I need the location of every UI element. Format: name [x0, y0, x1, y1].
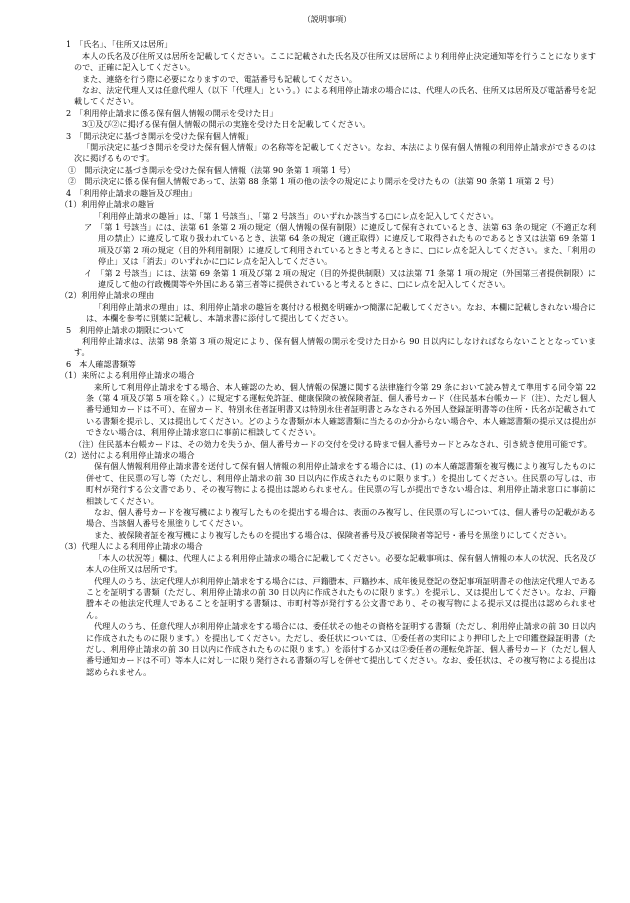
paragraph: 6 本人確認書類等	[66, 358, 136, 369]
paragraph: （注）住民基本台帳カードは、その効力を失うか、個人番号カードの交付を受ける時まで個人番号カードとみなされ、引き続き使用可能です。	[74, 438, 592, 449]
document-body	[58, 39, 596, 678]
paragraph: 5 利用停止請求の期限について	[66, 324, 185, 335]
document-title: （説明事項）	[302, 14, 352, 24]
paragraph: ① 開示決定に基づき開示を受けた保有個人情報（法第 90 条第 1 項第 1 号）	[68, 164, 355, 175]
paragraph: 「開示決定に基づき開示を受けた保有個人情報」の名称等を記載してください。なお、本法により保有個人情報の利用停止請求ができるのは次に掲げるものです。	[74, 142, 596, 164]
paragraph: また、被保険者証を複写機により複写したものを提出する場合は、保険者番号及び被保険者等記号・番号を黒塗りにしてください。	[94, 529, 572, 540]
paragraph: なお、法定代理人又は任意代理人（以下「代理人」という。）による利用停止請求の場合には、代理人の氏名、住所又は居所及び電話番号を記載してください。	[74, 85, 596, 107]
paragraph: 代理人のうち、任意代理人が利用停止請求をする場合には、委任状その他その資格を証明する書類（ただし、利用停止請求の前 30 日以内に作成されたものに限ります。）を提出してください。ただし、委任状については、①委任者の実印により押印した上で印鑑登録証明書（ただし、利用停止請求の前 30 日以内に作成されたものに限ります。）を添付するか又は②委任者の運転免許証、個人番号カード（ただし個人番号通知カードは不可）等本人に対し一に限り発行される書類の写しを併せて提出してください。なお、委任状は、その複写物による提出は認められません。	[86, 621, 596, 677]
paragraph: （3）代理人による利用停止請求の場合	[60, 541, 203, 552]
paragraph: 3 「開示決定に基づき開示を受けた保有個人情報」	[66, 130, 254, 141]
paragraph: 「本人の状況等」欄は、代理人による利用停止請求の場合に記載してください。必要な記載事項は、保有個人情報の本人の状況、氏名及び本人の住所又は居所です。	[86, 552, 596, 575]
paragraph: 4 「利用停止請求の趣旨及び理由」	[66, 187, 197, 198]
paragraph: 来所して利用停止請求をする場合、本人確認のため、個人情報の保護に関する法律施行令第 29 条において読み替えて準用する同令第 22 条（第 4 項及び第 5 項を除く。）に規定する運転免許証、健康保険の被保険者証、個人番号カード（住民基本台帳カード（注）、ただし個人番号通知カードは不可）、在留カード、特別永住者証明書又は特別永住者証明書とみなされる外国人登録証明書等の住所・氏名が記載されている書類を提示し、又は提出してください。どのような書類が本人確認書類に当たるのか分からない場合や、本人確認書類の提示又は提出ができない場合は、利用停止請求窓口に事前に相談してください。	[86, 381, 596, 438]
paragraph: 利用停止請求は、法第 98 条第 3 項の規定により、保有個人情報の開示を受けた日から 90 日以内にしなければならないこととなっています。	[74, 335, 596, 358]
paragraph: 保有個人情報利用停止請求書を送付して保有個人情報の利用停止請求をする場合には、(1) の本人確認書類を複写機により複写したものに併せて、住民票の写し等（ただし、利用停止請求の前 30 日以内に作成されたものに限ります。）を提出してください。住民票の写しは、市町村が発行する公文書であり、その複写物による提出は認められません。住民票の写しが提出できない場合は、利用停止請求窓口に事前に相談してください。	[86, 461, 596, 506]
paragraph: なお、個人番号カードを複写機により複写したものを提出する場合は、表面のみ複写し、住民票の写しについては、個人番号の記載がある場合、当該個人番号を黒塗りしてください。	[86, 507, 596, 529]
paragraph: 2 「利用停止請求に係る保有個人情報の開示を受けた日」	[66, 107, 278, 118]
paragraph: （1）利用停止請求の趣旨	[60, 199, 155, 210]
paragraph: 1 「氏名」、「住所又は居所」	[66, 39, 173, 50]
paragraph: ア 「第 1 号該当」には、法第 61 条第 2 項の規定（個人情報の保有制限）に違反して保有されているとき、法第 63 条の規定（不適正な利用の禁止）に違反して取り扱われているとき、法第 64 条の規定（適正取得）に違反して取得されたものであるとき又は法第 69 条第 1 項及び第 2 項の規定（目的外利用制限）に違反して利用されているときと考えるときに、□にレ点を記入してください。また、「利用の停止」又は「消去」のいずれかに□にレ点を記入してください。	[84, 221, 596, 267]
paragraph: 代理人のうち、法定代理人が利用停止請求をする場合には、戸籍謄本、戸籍抄本、成年後見登記の登記事項証明書その他法定代理人であることを証明する書類（ただし、利用停止請求の前 30 日以内に作成されたものに限ります。）を提示し、又は提出してください。なお、戸籍謄本その他法定代理人であることを証明する書類は、市町村等が発行する公文書であり、その複写物による提示又は提出は認められません。	[86, 575, 596, 620]
paragraph: 「利用停止請求の趣旨」は、「第 1 号該当」、「第 2 号該当」のいずれか該当する□にレ点を記入してください。	[94, 210, 499, 221]
paragraph: 3①及び②に掲げる保有個人情報の開示の実施を受けた日を記載してください。	[82, 119, 371, 130]
paragraph: （2）送付による利用停止請求の場合	[60, 450, 195, 461]
paragraph: （1）来所による利用停止請求の場合	[60, 370, 195, 381]
paragraph: 本人の氏名及び住所又は居所を記載してください。ここに記載された氏名及び住所又は居所により利用停止決定通知等を行うことになりますので、正確に記入してください。	[74, 50, 596, 73]
paragraph: 「利用停止請求の理由」は、利用停止請求の趣旨を裏付ける根拠を明確かつ簡潔に記載してください。なお、本欄に記載しきれない場合には、本欄を参考に別葉に記載し、本請求書に添付して提出してください。	[86, 301, 596, 324]
paragraph: ② 開示決定に係る保有個人情報であって、法第 88 条第 1 項の他の法令の規定により開示を受けたもの（法第 90 条第 1 項第 2 号）	[68, 176, 559, 187]
paragraph: （2）利用停止請求の理由	[60, 290, 155, 301]
paragraph: イ 「第 2 号該当」には、法第 69 条第 1 項及び第 2 項の規定（目的外提供制限）又は法第 71 条第 1 項の規定（外国第三者提供制限）に違反して他の行政機関等や外国にある第三者等に提供されていると考えるときに、□にレ点を記入してください。	[84, 267, 596, 289]
paragraph: また、連絡を行う際に必要になりますので、電話番号も記載してください。	[82, 73, 358, 84]
